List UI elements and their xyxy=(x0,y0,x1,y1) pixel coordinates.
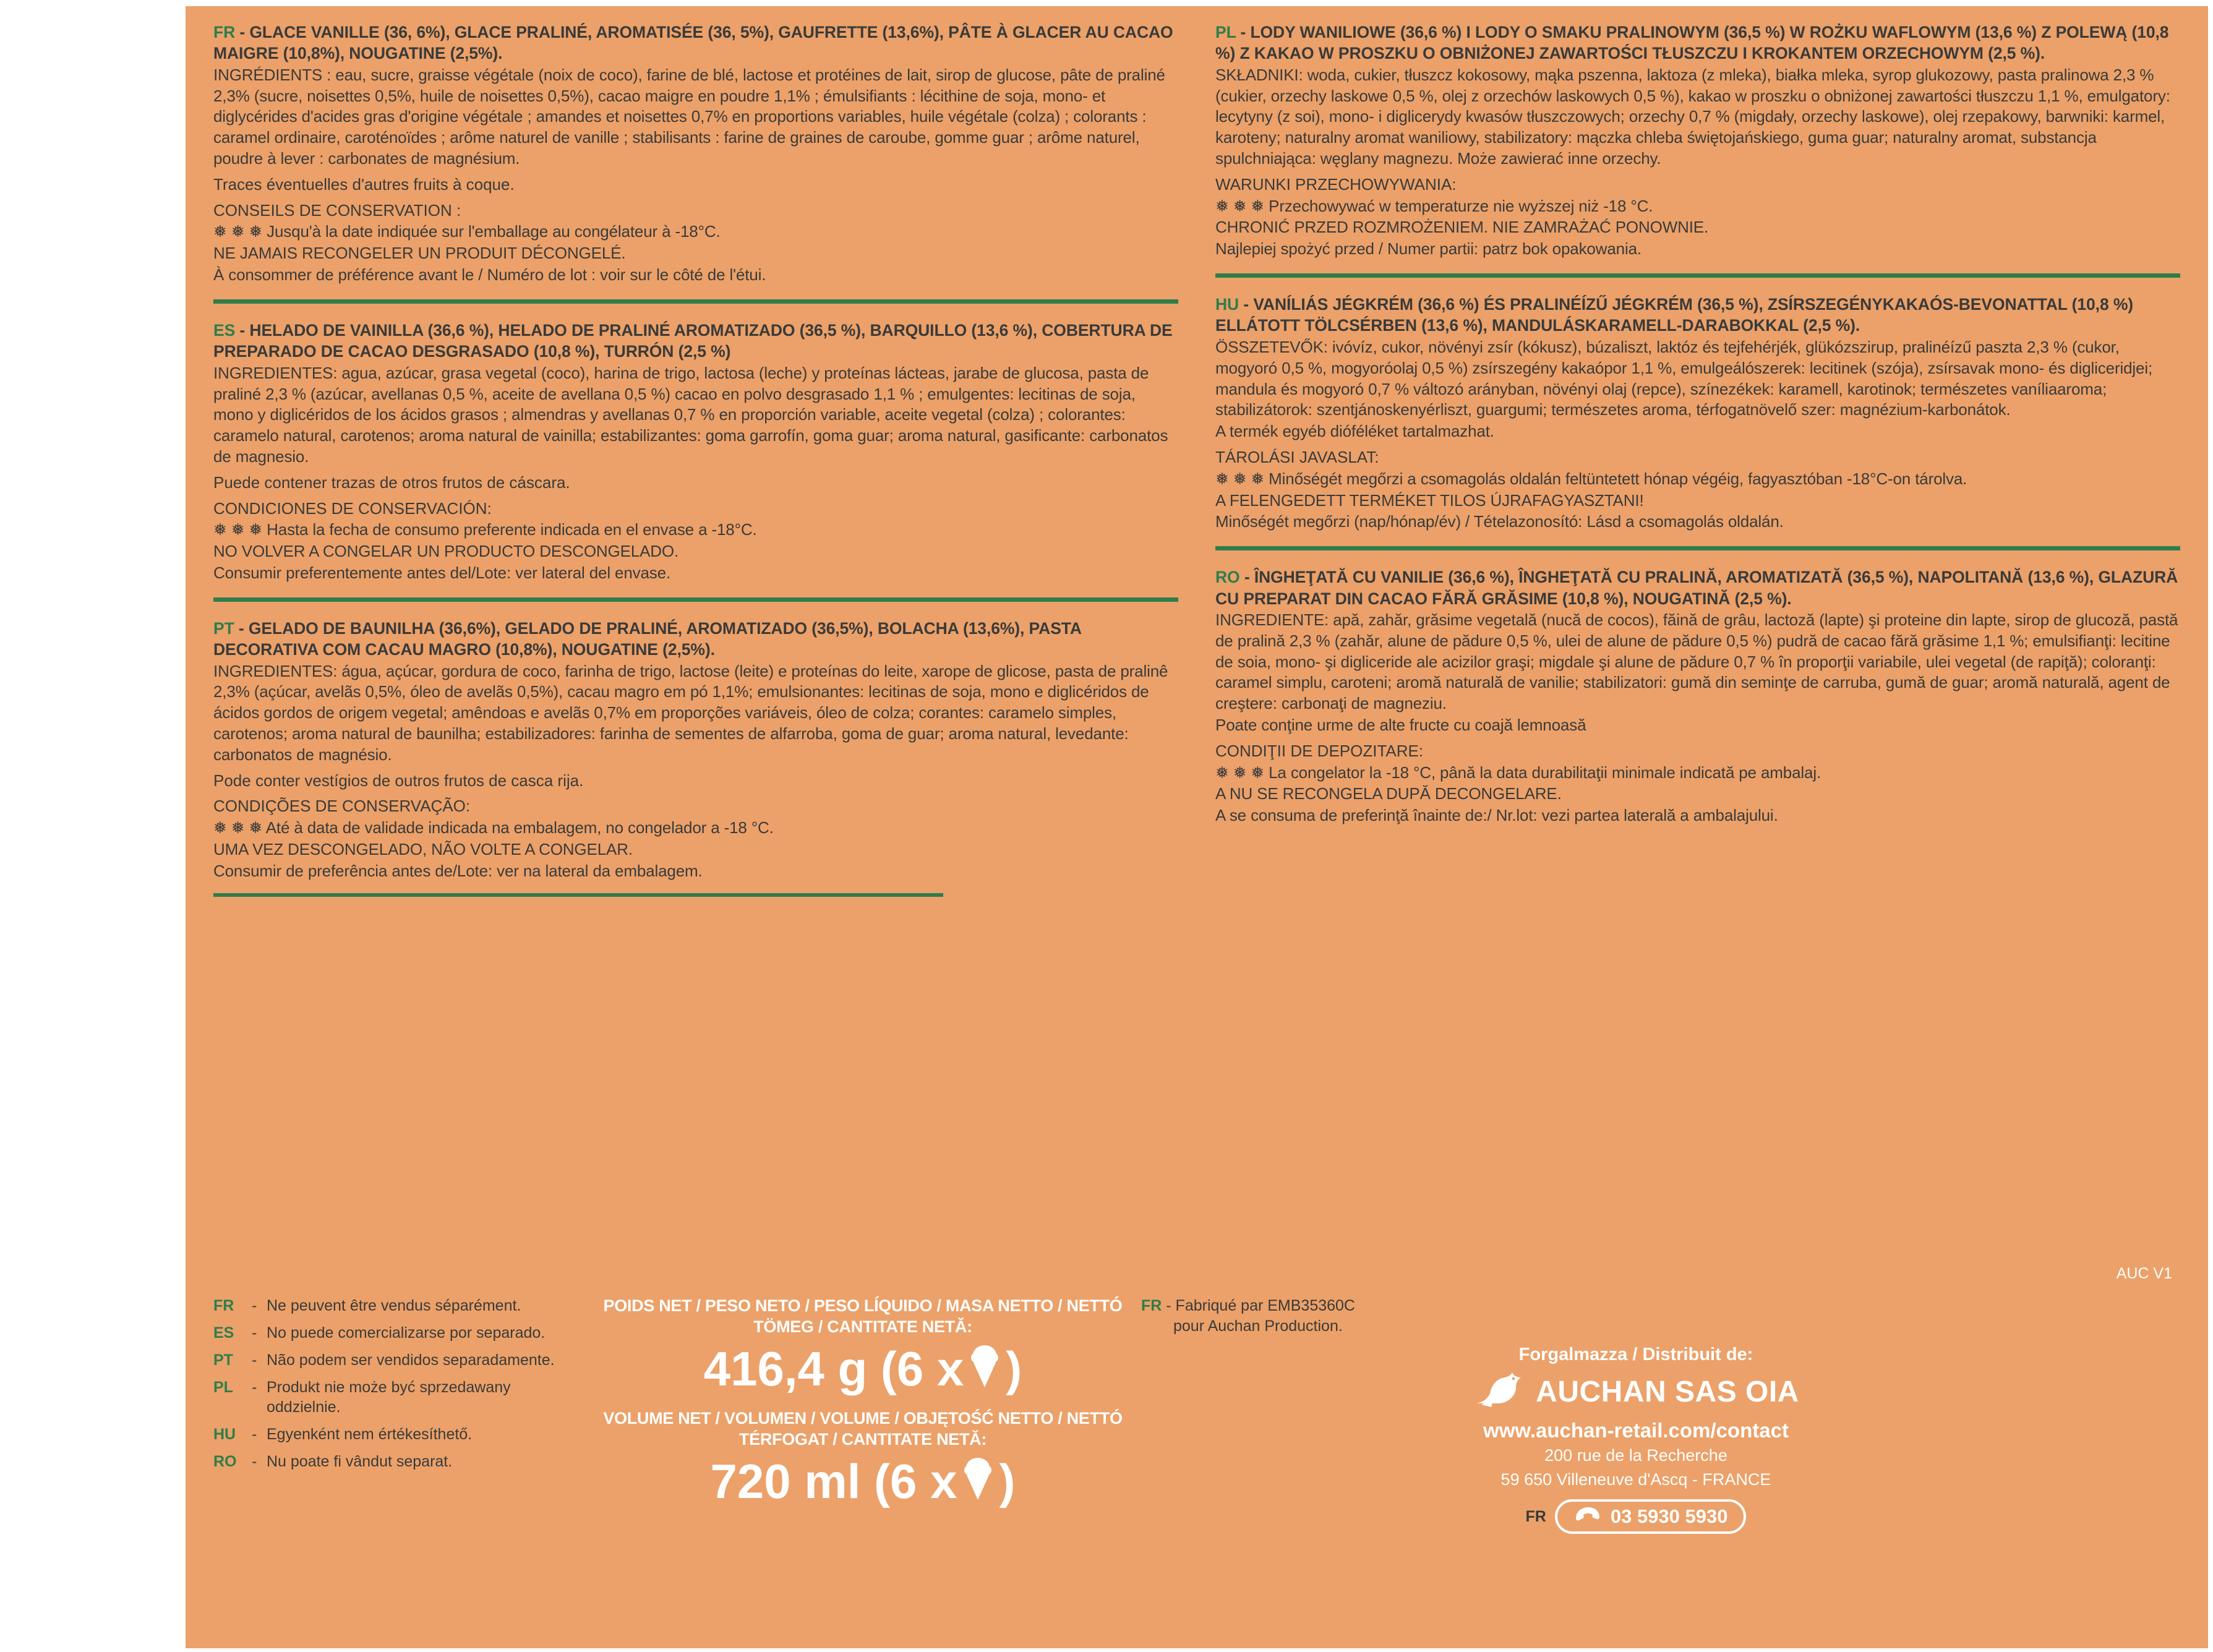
storage-line: ❅ ❅ ❅ La congelator la -18 °C, până la data durabilitaţii minimale indicată pe ambalaj. xyxy=(1215,763,1821,782)
dash: - xyxy=(252,1297,257,1314)
storage-line: ❅ ❅ ❅ Minőségét megőrzi a csomagolás oldalán feltüntetett hónap végéig, fagyasztóban -18°C-on tárolva. xyxy=(1215,469,1967,488)
product-label xyxy=(186,6,2208,1648)
brand-name: AUCHAN SAS OIA xyxy=(1536,1376,1799,1408)
manufacturer-line2: pour Auchan Production. xyxy=(1173,1317,1343,1335)
label-footer xyxy=(213,1296,2180,1534)
brand-lockup xyxy=(1141,1371,2131,1413)
list-item xyxy=(213,1377,584,1417)
section-title-text: ÎNGHEŢATĂ CU VANILIE (36,6 %), ÎNGHEŢATĂ CU PRALINĂ, AROMATIZATĂ (36,5 %), NAPOLITANĂ (13,6 %), GLAZURĂ CU PREPARAT DIN CACAO FĂRĂ GRĂSIME (10,8 %), NOUGATINĂ (2,5 %). xyxy=(1215,568,2178,608)
section-title: PL - LODY WANILIOWE (36,6 %) I LODY O SMAKU PRALINOWYM (36,5 %) W ROŻKU WAFLOWYM (13,6 %) Z POLEWĄ (10,8 %) Z KAKAO W PROSZKU O OBNIŻONEJ ZAWARTOŚCI TŁUSZCZU I KROKANTEM ORZECHOWYM (2,5 %). xyxy=(1215,23,2169,63)
section-title-text: LODY WANILIOWE (36,6 %) I LODY O SMAKU PRALINOWYM (36,5 %) W ROŻKU WAFLOWYM (13,6 %) Z POLEWĄ (10,8 %) Z KAKAO W PROSZKU O OBNIŻONEJ ZAWARTOŚCI TŁUSZCZU I KROKANTEM ORZECHOWYM (2,5 %). xyxy=(1215,23,2169,63)
divider xyxy=(1215,546,2180,550)
label-columns xyxy=(213,22,2180,913)
version-code: AUC V1 xyxy=(2116,1265,2172,1282)
right-column xyxy=(1215,22,2180,913)
lang-code: ES xyxy=(213,1324,234,1342)
phone-lang-code: FR xyxy=(1525,1507,1546,1525)
section-hu xyxy=(1215,294,2180,533)
storage-line: ❅ ❅ ❅ Jusqu'à la date indiquée sur l'emballage au congélateur à -18°C. xyxy=(213,222,721,241)
section-pt xyxy=(213,618,1178,882)
dash: - xyxy=(252,1351,257,1369)
net-volume-value-row xyxy=(584,1454,1141,1510)
left-column xyxy=(213,22,1178,913)
storage-line: CHRONIĆ PRZED ROZMROŻENIEM. NIE ZAMRAŻAĆ PONOWNIE. xyxy=(1215,218,1709,237)
ingredients-text: INGREDIENTE: apă, zahăr, grăsime vegetală (nucă de cocos), făină de grâu, lactoză (lapte) şi proteine din lapte, sirop de glucoză, pastă de pralină 2,3 % (zahăr, alune de pădure 0,5 %, ulei de alune de pădure 0,5 %) pudră de cacao fără grăsime 1,1 %; emulsifianţi: lecitine de soia, mono- şi digliceride ale acizilor graşi; migdale şi alune de pădure 0,7 % în proporţii variabile, ulei vegetal (de rapiţă); coloranţi: caramel simplu, caroteni; aromă naturală de vanilie; stabilizatori: gumă din seminţe de carruba, gumă de guar; aromă naturală, agent de creştere: carbonaţi de magneziu. xyxy=(1215,610,2178,713)
address-line-1: 200 rue de la Recherche xyxy=(1544,1446,1727,1465)
lang-code-es: ES xyxy=(213,320,236,340)
ice-cream-cone-icon xyxy=(961,1454,995,1510)
storage-title: CONDIÇÕES DE CONSERVAÇÃO: xyxy=(213,797,471,816)
lang-code: PT xyxy=(213,1351,233,1369)
storage-line: ❅ ❅ ❅ Przechowywać w temperaturze nie wyższej niż -18 °C. xyxy=(1215,196,1653,215)
ice-cream-cone-icon xyxy=(967,1342,1002,1398)
section-title: FR - GLACE VANILLE (36, 6%), GLACE PRALINÉ, AROMATISÉE (36, 5%), GAUFRETTE (13,6%), PÂTE À GLACER AU CACAO MAIGRE (10,8%), NOUGATINE (2,5%). xyxy=(213,23,1173,63)
storage-title: CONSEILS DE CONSERVATION : xyxy=(213,200,461,220)
section-fr xyxy=(213,22,1178,286)
storage-line: À consommer de préférence avant le / Numéro de lot : voir sur le côté de l'étui. xyxy=(213,265,766,285)
divider xyxy=(213,299,1178,304)
section-es xyxy=(213,320,1178,584)
list-item-text: Ne peuvent être vendus séparément. xyxy=(267,1297,521,1314)
ingredients-text: SKŁADNIKI: woda, cukier, tłuszcz kokosowy, mąka pszenna, laktoza (z mleka), białka mleka, syrop glukozowy, pasta pralinowa 2,3 % (cukier, orzechy laskowe 0,5 %, olej z orzechów laskowych 0,5 %), kakao w proszku o obniżonej zawartości tłuszczu 1,1 %, emulgatory: lecytyny (z soi), mono- i diglicerydy kwasów tłuszczowych; orzechy 0,7 % (migdały, orzechy laskowe), olej rzepakowy, barwniki: karmel, karoteny; naturalny aromat waniliowy, stabilizatory: mączka chleba świętojańskiego, guma guar; naturalny aromat, substancja spulchniająca: węglany magnezu. Może zawierać inne orzechy. xyxy=(1215,65,2170,168)
storage-line: ❅ ❅ ❅ Hasta la fecha de consumo preferente indicada en el envase a -18°C. xyxy=(213,520,757,539)
net-weight-value: 416,4 g (6 x xyxy=(703,1342,964,1396)
ingredients-text: ÖSSZETEVŐK: ivóvíz, cukor, növényi zsír (kókusz), búzaliszt, laktóz és tejfehérjék, glükózszirup, pralinéízű paszta 2,3 % (cukor, mogyoró 0,5 %, mogyoróolaj 0,5 %) zsírszegény kakaópor 1,1 %, emulgeálószerek: lecitinek (szója), zsírsavak mono- és digliceridjei; mandula és mogyoró 0,7 % változó arányban, növényi olaj (repce), színezékek: karamell, karotinok; természetes vaníliaaroma; stabilizátorok: szentjánoskenyérliszt, guargumi; természetes aroma, térfogatnövelő szer: magnézium-karbonátok. xyxy=(1215,337,2153,419)
divider xyxy=(213,893,943,897)
manufacturer-line1: Fabriqué par EMB35360C xyxy=(1175,1297,1355,1314)
storage-title: CONDIŢII DE DEPOZITARE: xyxy=(1215,741,1424,760)
net-quantity-block xyxy=(584,1296,1141,1534)
storage-line: A NU SE RECONGELA DUPĂ DECONGELARE. xyxy=(1215,784,1562,803)
website-url[interactable]: www.auchan-retail.com/contact xyxy=(1483,1419,1789,1442)
storage-line: UMA VEZ DESCONGELADO, NÃO VOLTE A CONGELAR. xyxy=(213,839,633,858)
phone-icon xyxy=(1573,1506,1601,1528)
list-item-text: Nu poate fi vândut separat. xyxy=(267,1453,453,1470)
section-title-text: GLACE VANILLE (36, 6%), GLACE PRALINÉ, AROMATISÉE (36, 5%), GAUFRETTE (13,6%), PÂTE À GLACER AU CACAO MAIGRE (10,8%), NOUGATINE (2,5%). xyxy=(213,23,1173,63)
manufacturer-block xyxy=(1141,1296,2131,1534)
traces-text: Pode conter vestígios de outros frutos de casca rija. xyxy=(213,771,584,790)
list-item xyxy=(213,1323,584,1343)
storage-line: A se consuma de preferinţă înainte de:/ Nr.lot: vezi partea laterală a ambalajului. xyxy=(1215,806,1778,825)
not-sold-separately-list xyxy=(213,1296,584,1534)
dash: - xyxy=(252,1324,257,1342)
lang-code-pt: PT xyxy=(213,618,234,638)
ingredients-text: INGREDIENTES: água, açúcar, gordura de coco, farinha de trigo, lactose (leite) e proteínas do leite, xarope de glicose, pasta de pralinê 2,3% (açúcar, avelãs 0,5%, óleo de avelãs 0,5%), cacau magro em pó 1,1%; emulsionantes: lecitinas de soja, mono e diglicéridos de ácidos gordos de origem vegetal; amêndoas e avelãs 0,7% em proporções variáveis, óleo de colza; corantes: caramelo simples, carotenos; aroma natural de baunilha; estabilizadores: farinha de sementes de alfarroba, goma de guar; aroma natural, levedante: carbonatos de magnésio. xyxy=(213,661,1168,764)
section-title-text: GELADO DE BAUNILHA (36,6%), GELADO DE PRALINÉ, AROMATIZADO (36,5%), BOLACHA (13,6%), PASTA DECORATIVA COM CACAU MAGRO (10,8%), NOUGATINE (2,5%). xyxy=(213,618,1081,659)
lang-code: FR xyxy=(213,1297,234,1314)
address-line-2: 59 650 Villeneuve d'Ascq - FRANCE xyxy=(1500,1470,1771,1489)
storage-line: A FELENGEDETT TERMÉKET TILOS ÚJRAFAGYASZTANI! xyxy=(1215,490,1644,510)
bird-logo-icon xyxy=(1473,1371,1525,1413)
storage-line: Consumir preferentemente antes del/Lote: ver lateral del envase. xyxy=(213,563,671,582)
section-title: HU - VANÍLIÁS JÉGKRÉM (36,6 %) ÉS PRALINÉÍZŰ JÉGKRÉM (36,5 %), ZSÍRSZEGÉNYKAKAÓS-BEVONATTAL (10,8 %) ELLÁTOTT TÖLCSÉRBEN (13,6 %), MANDULÁSKARAMELL-DARABOKKAL (2,5 %). xyxy=(1215,295,2134,335)
lang-code: PL xyxy=(213,1379,233,1396)
traces-text: Traces éventuelles d'autres fruits à coque. xyxy=(213,174,515,194)
traces-text: Puede contener trazas de otros frutos de cáscara. xyxy=(213,473,570,492)
lang-code: RO xyxy=(213,1453,237,1470)
list-item-text: Egyenként nem értékesíthető. xyxy=(267,1426,473,1443)
section-ro xyxy=(1215,567,2180,826)
net-volume-value: 720 ml (6 x xyxy=(710,1454,957,1509)
list-item-text: No puede comercializarse por separado. xyxy=(267,1324,546,1342)
lang-code-fr: FR xyxy=(213,23,236,41)
storage-line: ❅ ❅ ❅ Até à data de validade indicada na embalagem, no congelador a -18 °C. xyxy=(213,818,774,837)
traces-text: Poate conţine urme de alte fructe cu coajă lemnoasă xyxy=(1215,715,1586,734)
phone-block xyxy=(1141,1499,2131,1534)
manufacturer-text: FR - Fabriqué par EMB35360C pour Auchan Production. xyxy=(1141,1296,2131,1336)
section-title: RO - ÎNGHEŢATĂ CU VANILIE (36,6 %), ÎNGHEŢATĂ CU PRALINĂ, AROMATIZATĂ (36,5 %), NAPOLITANĂ (13,6 %), GLAZURĂ CU PREPARAT DIN CACAO FĂRĂ GRĂSIME (10,8 %), NOUGATINĂ (2,5 %). xyxy=(1215,568,2178,608)
lang-code: HU xyxy=(213,1426,236,1443)
net-weight-label: POIDS NET / PESO NETO / PESO LÍQUIDO / MASA NETTO / NETTÓ TÖMEG / CANTITATE NETĂ: xyxy=(603,1296,1123,1336)
list-item xyxy=(213,1424,584,1444)
net-weight-value-row xyxy=(584,1342,1141,1398)
list-item xyxy=(213,1350,584,1370)
list-item-text: Não podem ser vendidos separadamente. xyxy=(267,1351,555,1369)
section-title: PT - GELADO DE BAUNILHA (36,6%), GELADO DE PRALINÉ, AROMATIZADO (36,5%), BOLACHA (13,6%), PASTA DECORATIVA COM CACAU MAGRO (10,8%), NOUGATINE (2,5%). xyxy=(213,618,1081,659)
dash: - xyxy=(252,1426,257,1443)
distributor-label: Forgalmazza / Distribuit de: xyxy=(1518,1345,1753,1364)
lang-code: FR xyxy=(1141,1297,1162,1314)
storage-line: Najlepiej spożyć przed / Numer partii: patrz bok opakowania. xyxy=(1215,239,1642,259)
phone-pill xyxy=(1555,1499,1747,1534)
list-item-text: Produkt nie może być sprzedawany oddzielnie. xyxy=(267,1379,511,1416)
divider xyxy=(213,597,1178,602)
storage-line: Minőségét megőrzi (nap/hónap/év) / Tételazonosító: Lásd a csomagolás oldalán. xyxy=(1215,512,1784,531)
lang-code-ro: RO xyxy=(1215,568,1240,587)
list-item xyxy=(213,1296,584,1316)
net-weight-close: ) xyxy=(1006,1342,1022,1396)
dash: - xyxy=(252,1453,257,1470)
storage-line: NE JAMAIS RECONGELER UN PRODUIT DÉCONGELÉ. xyxy=(213,244,626,263)
storage-title: TÁROLÁSI JAVASLAT: xyxy=(1215,447,1379,466)
section-title-text: VANÍLIÁS JÉGKRÉM (36,6 %) ÉS PRALINÉÍZŰ JÉGKRÉM (36,5 %), ZSÍRSZEGÉNYKAKAÓS-BEVONATTAL (10,8 %) ELLÁTOTT TÖLCSÉRBEN (13,6 %), MANDULÁSKARAMELL-DARABOKKAL (2,5 %). xyxy=(1215,295,2134,335)
list-item xyxy=(213,1452,584,1471)
net-volume-close: ) xyxy=(999,1454,1016,1509)
dash: - xyxy=(252,1379,257,1396)
storage-line: NO VOLVER A CONGELAR UN PRODUCTO DESCONGELADO. xyxy=(213,542,679,561)
lang-code-hu: HU xyxy=(1215,295,1239,314)
divider xyxy=(1215,273,2180,278)
storage-line: Consumir de preferência antes de/Lote: ver na lateral da embalagem. xyxy=(213,861,703,880)
section-title-text: HELADO DE VAINILLA (36,6 %), HELADO DE PRALINÉ AROMATIZADO (36,5 %), BARQUILLO (13,6 %), COBERTURA DE PREPARADO DE CACAO DESGRASADO (10,8 %), TURRÓN (2,5 %) xyxy=(213,320,1173,361)
lang-code-pl: PL xyxy=(1215,23,1236,41)
phone-number: 03 5930 5930 xyxy=(1610,1505,1728,1528)
section-title: ES - HELADO DE VAINILLA (36,6 %), HELADO DE PRALINÉ AROMATIZADO (36,5 %), BARQUILLO (13,6 %), COBERTURA DE PREPARADO DE CACAO DESGRASADO (10,8 %), TURRÓN (2,5 %) xyxy=(213,320,1173,361)
storage-title: WARUNKI PRZECHOWYWANIA: xyxy=(1215,174,1457,194)
ingredients-text: INGRÉDIENTS : eau, sucre, graisse végétale (noix de coco), farine de blé, lactose et protéines de lait, sirop de glucose, pâte de praliné 2,3% (sucre, noisettes 0,5%, huile de noisettes 0,5%), cacao maigre en poudre 1,1% ; émulsifiants : lécithine de soja, mono- et diglycérides d'acides gras d'origine végétale ; amandes et noisettes 0,7% en proportions variables, huile végétale (colza) ; colorants : caramel ordinaire, caroténoïdes ; arôme naturel de vanille ; stabilisants : farine de graines de caroube, gomme guar ; arôme naturel, poudre à lever : carbonates de magnésium. xyxy=(213,65,1165,168)
net-volume-label: VOLUME NET / VOLUMEN / VOLUME / OBJĘTOŚĆ NETTO / NETTÓ TÉRFOGAT / CANTITATE NETĂ: xyxy=(603,1409,1123,1449)
traces-text: A termék egyéb dióféléket tartalmazhat. xyxy=(1215,422,1494,441)
ingredients-text: INGREDIENTES: agua, azúcar, grasa vegetal (coco), harina de trigo, lactosa (leche) y proteínas lácteas, jarabe de glucosa, pasta de praliné 2,3 % (azúcar, avellanas 0,5 %, aceite de avellana 0,5 %) cacao en polvo desgrasado 1,1 % ; emulgentes: lecitinas de soja, mono y diglicéridos de los ácidos grasos ; almendras y avellanas 0,7 % en proporción variable, aceite vegetal (colza) ; colorantes: caramelo natural, carotenos; aroma natural de vainilla; estabilizantes: goma garrofín, goma guar; aroma natural, gasificante: carbonatos de magnesio. xyxy=(213,363,1168,466)
storage-title: CONDICIONES DE CONSERVACIÓN: xyxy=(213,499,492,518)
section-pl xyxy=(1215,22,2180,260)
